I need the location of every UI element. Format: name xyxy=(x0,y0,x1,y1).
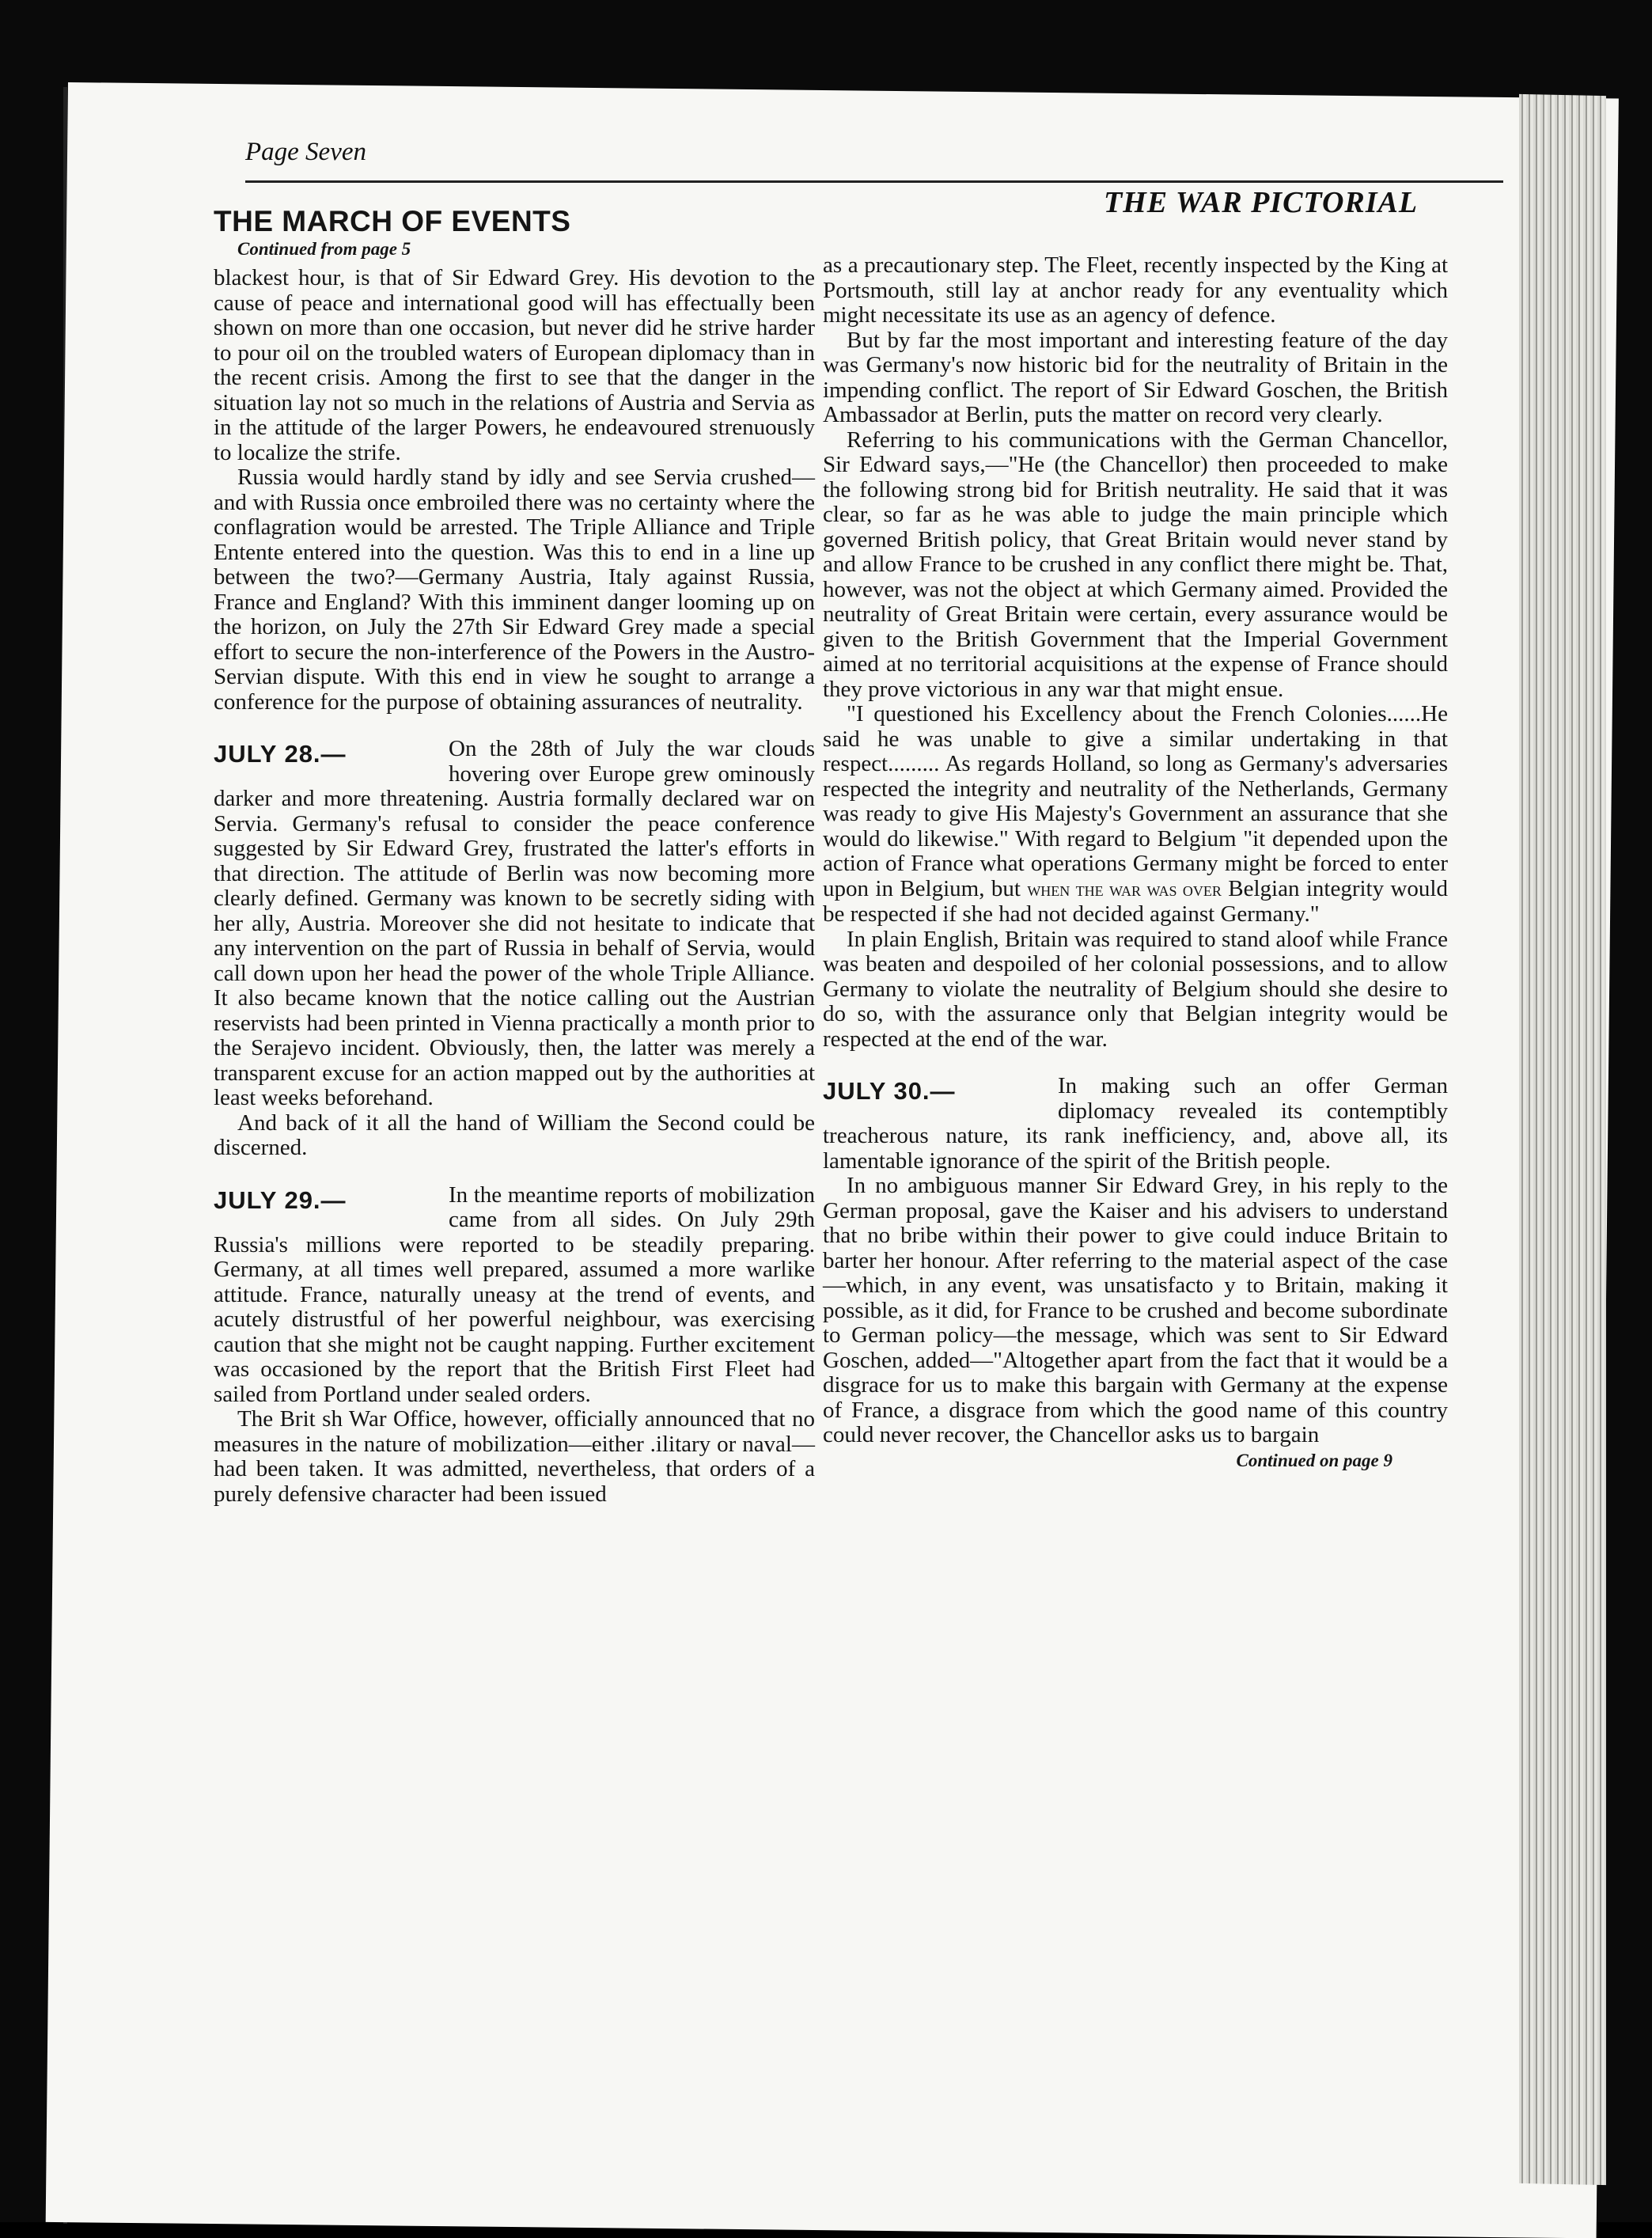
quote-text-end: Belgian integrity would be respected if she had not decided against Germany." xyxy=(823,875,1448,927)
page-number-label: Page Seven xyxy=(245,138,366,166)
intro-paragraph: blackest hour, is that of Sir Edward Grey. His devotion to the cause of peace and international good will has effectually been shown on more than one occasion, but never did he strive harder to pour oil on the troubled waters of European diplomacy than in the recent crisis. Among the first to see that the danger in the situation lay not so much in the relations of Austria and Servia as in the attitude of the larger Powers, he endeavoured strenuously to localize the strife. xyxy=(214,265,815,465)
section-paragraph: And back of it all the hand of William the Second could be discerned. xyxy=(214,1110,815,1160)
july-28-section xyxy=(214,737,815,1161)
page-stack-edge xyxy=(1519,94,1606,2185)
smallcaps-phrase: when the war was over xyxy=(1027,878,1222,901)
dateline-july-29: JULY 29.— xyxy=(214,1185,347,1214)
continued-on-note: Continued on page 9 xyxy=(1236,1450,1392,1470)
header-rule xyxy=(245,180,1503,183)
right-column xyxy=(823,253,1448,1473)
section-paragraph: The Brit sh War Office, however, officially announced that no measures in the nature of mobilization—either .ilitary or naval—had been taken. It was admitted, nevertheless, that orders of a purely defensive character had been issued xyxy=(214,1406,815,1507)
body-paragraph: In plain English, Britain was required to stand aloof while France was beaten and despoiled of her colonial possessions, and to allow Germany to violate the neutrality of Belgium should she desire to do so, with the assurance only that Belgian integrity would be respected at the end of the war. xyxy=(823,926,1448,1052)
dateline-july-28: JULY 28.— xyxy=(214,740,347,768)
left-column xyxy=(214,206,815,1507)
section-paragraph: In no ambiguous manner Sir Edward Grey, in his reply to the German proposal, gave the Kaiser and his advisers to understand that no bribe within their power to give could induce Britain to barter her honour. After referring to the material aspect of the case—which, in any event, was unsatisfacto y to Britain, making it possible, as it did, for France to be crushed and become subordinate to German policy—the message, which was sent to Sir Edward Goschen, added—"Altogether apart from the fact that it would be a disgrace for us to make this bargain with Germany at the expense of France, a disgrace from which the good name of this country could never recover, the Chancellor asks us to bargain xyxy=(823,1173,1448,1447)
body-paragraph: Referring to his communications with the German Chancellor, Sir Edward says,—"He (the Chancellor) then proceeded to make the following strong bid for British neutrality. He said that it was clear, so far as he was able to judge the main principle which governed British policy, that Great Britain would never stand by and allow France to be crushed in any conflict there might be. That, however, was not the object at which Germany aimed. Provided the neutrality of Great Britain were certain, every assurance would be given to the British Government that the Imperial Government aimed at no territorial acquisitions at the expense of France should they prove victorious in any war that might ensue. xyxy=(823,427,1448,702)
quote-text: "I questioned his Excellency about the French Colonies......He said he was unable to give a similar undertaking in that respect......... As regards Holland, so long as Germany's adversaries respected the integrity and neutrality of the Netherlands, Germany was ready to give His Majesty's Government an assurance that she would do likewise." With regard to Belgium "it depended upon the action of France what operations Germany might be forced to enter upon in Belgium, but xyxy=(823,701,1448,901)
continued-from-note: Continued from page 5 xyxy=(237,239,411,259)
july-29-section xyxy=(214,1183,815,1508)
section-paragraph: On the 28th of July the war clouds hovering over Europe grew ominously darker and more threatening. Austria formally declared war on Servia. Germany's refusal to consider the peace conference suggested by Sir Edward Grey, frustrated the latter's efforts in that direction. The attitude of Berlin was now becoming more clearly defined. Germany was known to be secretly siding with her ally, Austria. Moreover she did not hesitate to indicate that any intervention on the part of Russia in behalf of Servia, would call down upon her head the power of the whole Triple Alliance. It also became known that the notice calling out the Austrian reservists had been printed in Vienna practically a month prior to the Serajevo incident. Obviously, then, the latter was merely a transparent excuse for an action mapped out by the authorities at least weeks beforehand. xyxy=(214,736,815,1110)
section-paragraph: In the meantime reports of mobilization came from all sides. On July 29th Russia's millions were reported to be steadily preparing. Germany, at all times well prepared, assumed a more warlike attitude. France, naturally uneasy at the trend of events, and acutely distrustful of her powerful neighbour, was exercising caution that she might not be caught napping. Further excitement was occasioned by the report that the British First Fleet had sailed from Portland under sealed orders. xyxy=(214,1182,815,1407)
article-headline: THE MARCH OF EVENTS xyxy=(214,205,571,237)
body-paragraph xyxy=(823,702,1448,927)
publication-title: THE WAR PICTORIAL xyxy=(1104,186,1419,219)
july-30-section xyxy=(823,1074,1448,1448)
intro-paragraph: Russia would hardly stand by idly and see Servia crushed—and with Russia once embroiled there was no certainty where the conflagration would be arrested. The Triple Alliance and Triple Entente entered into the question. Was this to end in a line up between the two?—Germany Austria, Italy against Russia, France and England? With this imminent danger looming up on the horizon, on July the 27th Sir Edward Grey made a special effort to secure the non-interference of the Powers in the Austro-Servian dispute. With this end in view he sought to arrange a conference for the purpose of obtaining assurances of neutrality. xyxy=(214,465,815,715)
dateline-july-30: JULY 30.— xyxy=(823,1077,956,1105)
body-paragraph: as a precautionary step. The Fleet, recently inspected by the King at Portsmouth, still lay at anchor ready for any eventuality which might necessitate its use as an agency of defence. xyxy=(823,252,1448,328)
body-paragraph: But by far the most important and interesting feature of the day was Germany's now historic bid for the neutrality of Britain in the impending conflict. The report of Sir Edward Goschen, the British Ambassador at Berlin, puts the matter on record very clearly. xyxy=(823,327,1448,427)
section-paragraph: In making such an offer German diplomacy revealed its contemptibly treacherous nature, its rank inefficiency, and, above all, its lamentable ignorance of the spirit of the British people. xyxy=(823,1073,1448,1174)
